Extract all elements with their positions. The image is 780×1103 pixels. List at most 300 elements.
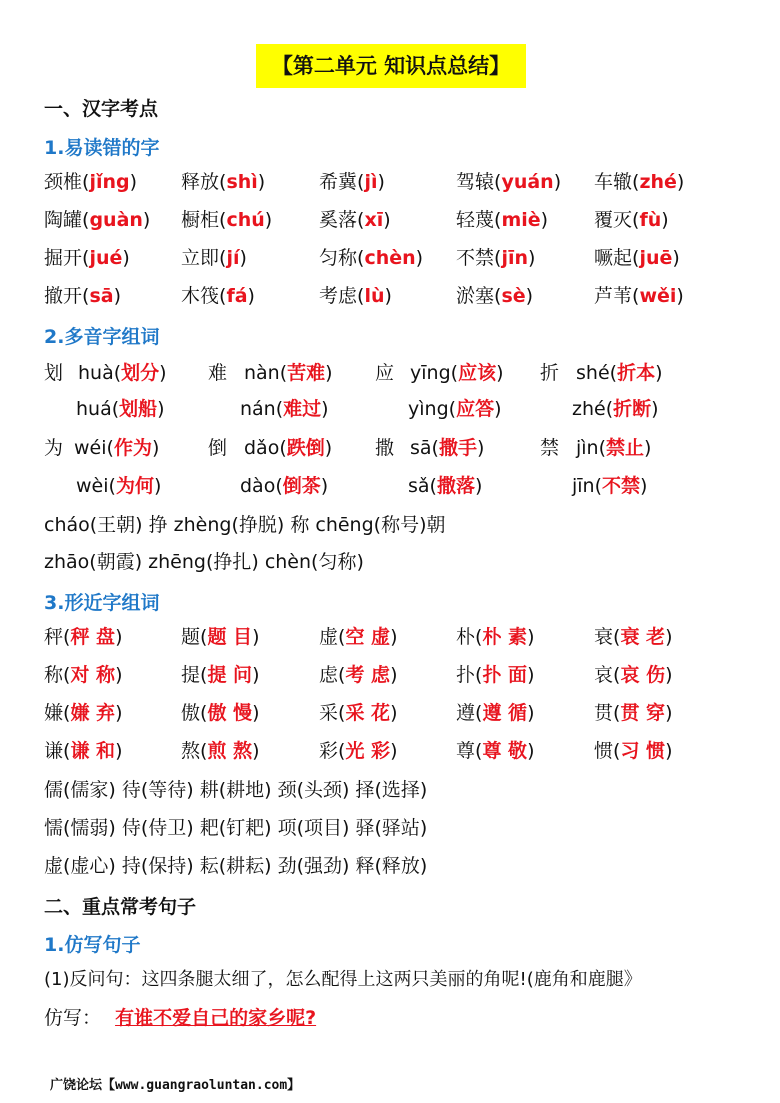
similar-item <box>44 739 122 763</box>
misread-item <box>44 170 137 194</box>
polyphone-char: 划 <box>44 362 64 384</box>
polyphone-reading <box>408 397 502 421</box>
similar-item <box>181 625 259 649</box>
misread-item <box>594 170 684 194</box>
paren-close: ) <box>665 740 673 762</box>
misread-word: 掘开 <box>44 247 83 269</box>
similar-item <box>594 625 672 649</box>
similar-item <box>594 701 672 725</box>
paren-open: ( <box>106 437 114 459</box>
paren-close: ) <box>321 398 329 420</box>
similar-item <box>594 663 672 687</box>
polyphone-pinyin: sǎ <box>408 475 430 497</box>
paren-open: ( <box>108 475 116 497</box>
paren-open: ( <box>219 171 227 193</box>
paren-close: ) <box>496 362 504 384</box>
polyphone-word: 禁止 <box>606 437 645 459</box>
paren-open: ( <box>598 437 607 459</box>
paren-close: ) <box>157 398 165 420</box>
similar-word: 遵 循 <box>482 702 528 724</box>
paren-open: ( <box>357 285 365 307</box>
similar-char: 哀 <box>594 664 614 686</box>
polyphone-reading <box>572 474 647 498</box>
paren-open: ( <box>475 626 483 648</box>
paren-close: ) <box>320 475 329 497</box>
misread-word: 芦苇 <box>594 285 633 307</box>
paren-open: ( <box>448 398 457 420</box>
misread-word: 陶罐 <box>44 209 83 231</box>
misread-item <box>319 246 423 270</box>
paren-open: ( <box>219 209 227 231</box>
paren-close: ) <box>474 475 483 497</box>
paren-open: ( <box>613 740 621 762</box>
paren-open: ( <box>613 626 621 648</box>
polyphone-pinyin: jīn <box>572 475 595 497</box>
polyphone-reading <box>244 361 333 385</box>
misread-pinyin: chèn <box>364 247 416 269</box>
paren-open: ( <box>63 664 71 686</box>
misread-word: 驾辕 <box>456 171 495 193</box>
misread-pinyin: yuán <box>501 171 554 193</box>
paren-open: ( <box>82 247 90 269</box>
polyphone-word: 跌倒 <box>286 437 325 459</box>
similar-word: 衰 老 <box>620 626 666 648</box>
misread-pinyin: jí <box>226 247 240 269</box>
sub1-heading: 1.易读错的字 <box>44 137 160 159</box>
similar-item <box>181 739 259 763</box>
misread-item <box>594 208 669 232</box>
paren-close: ) <box>159 362 167 384</box>
misread-item <box>44 246 130 270</box>
imitate-label: 仿写： <box>44 1007 102 1029</box>
misread-item <box>456 246 535 270</box>
paren-open: ( <box>63 740 71 762</box>
title-highlight <box>256 44 526 88</box>
paren-open: ( <box>63 626 71 648</box>
similar-word: 扑 面 <box>482 664 528 686</box>
footer-source: 广饶论坛【www.guangraoluntan.com】 <box>50 1078 301 1093</box>
similar-item <box>594 739 672 763</box>
paren-close: ) <box>540 209 549 231</box>
polyphone-reading <box>244 436 332 460</box>
paren-close: ) <box>257 171 266 193</box>
polyphone-reading <box>410 436 484 460</box>
misread-item <box>44 208 150 232</box>
polyphone-char: 折 <box>540 362 560 384</box>
sub2-heading: 2.多音字组词 <box>44 326 160 348</box>
paren-close: ) <box>151 437 160 459</box>
similar-word: 习 惯 <box>620 740 666 762</box>
paren-close: ) <box>115 702 123 724</box>
similar-char: 朴 <box>456 626 476 648</box>
polyphone-word: 苦难 <box>287 362 326 384</box>
similar-word: 尊 敬 <box>482 740 528 762</box>
misread-pinyin: wěi <box>639 285 677 307</box>
polyphone-reading <box>576 436 651 460</box>
misread-pinyin: shì <box>226 171 258 193</box>
misread-pinyin: xī <box>364 209 384 231</box>
paren-open: ( <box>200 664 208 686</box>
paren-open: ( <box>475 740 483 762</box>
similar-char: 贯 <box>594 702 614 724</box>
section1-heading: 一、汉字考点 <box>44 98 159 120</box>
paren-open: ( <box>357 171 365 193</box>
polyphone-word: 不禁 <box>602 475 641 497</box>
similar-item <box>44 625 122 649</box>
misread-item <box>181 246 247 270</box>
misread-word: 考虑 <box>319 285 358 307</box>
similar-char: 惯 <box>594 740 614 762</box>
polyphone-reading <box>78 361 167 385</box>
paren-close: ) <box>676 285 684 307</box>
similar-word: 傲 慢 <box>207 702 253 724</box>
polyphone-line-2: zhāo(朝霞) zhēng(挣扎) chèn(匀称) <box>44 551 364 573</box>
misread-item <box>181 284 255 308</box>
paren-open: ( <box>219 247 227 269</box>
similar-char: 尊 <box>456 740 476 762</box>
similar-line-3: 虚(虚心) 持(保持) 耘(耕耘) 劲(强劲) 释(释放) <box>44 855 428 877</box>
paren-open: ( <box>594 475 603 497</box>
misread-item <box>456 170 561 194</box>
paren-close: ) <box>553 171 562 193</box>
paren-close: ) <box>525 285 534 307</box>
paren-close: ) <box>640 475 648 497</box>
polyphone-char: 撒 <box>375 437 395 459</box>
polyphone-pinyin: zhé <box>572 398 606 420</box>
imitate-line <box>44 1006 316 1030</box>
paren-close: ) <box>115 740 123 762</box>
similar-char: 熬 <box>181 740 201 762</box>
similar-word: 空 虚 <box>345 626 391 648</box>
similar-item <box>319 625 397 649</box>
polyphone-word: 划分 <box>121 362 160 384</box>
paren-close: ) <box>252 740 260 762</box>
similar-item <box>456 625 534 649</box>
misread-pinyin: jué <box>89 247 123 269</box>
misread-pinyin: jǐng <box>89 171 130 193</box>
paren-close: ) <box>377 171 385 193</box>
paren-open: ( <box>82 285 90 307</box>
paren-close: ) <box>527 626 535 648</box>
polyphone-pinyin: nán <box>240 398 276 420</box>
paren-close: ) <box>247 285 255 307</box>
similar-item <box>181 663 259 687</box>
similar-word: 提 问 <box>207 664 253 686</box>
polyphone-pinyin: sā <box>410 437 432 459</box>
paren-open: ( <box>338 626 346 648</box>
similar-word: 哀 伤 <box>620 664 666 686</box>
misread-word: 释放 <box>181 171 220 193</box>
paren-close: ) <box>142 209 151 231</box>
paren-close: ) <box>153 475 162 497</box>
paren-close: ) <box>239 247 247 269</box>
paren-open: ( <box>338 702 346 724</box>
paren-open: ( <box>338 740 346 762</box>
paren-open: ( <box>632 171 640 193</box>
polyphone-word: 划船 <box>119 398 158 420</box>
paren-close: ) <box>115 626 123 648</box>
misread-pinyin: fù <box>639 209 662 231</box>
paren-open: ( <box>632 285 640 307</box>
paren-close: ) <box>665 702 673 724</box>
misread-word: 撤开 <box>44 285 83 307</box>
imitate-answer: 有谁不爱自己的家乡呢? <box>115 1007 317 1029</box>
misread-word: 颈椎 <box>44 171 83 193</box>
misread-item <box>181 170 265 194</box>
similar-word: 采 花 <box>345 702 391 724</box>
paren-close: ) <box>665 664 673 686</box>
paren-open: ( <box>111 398 120 420</box>
similar-word: 光 彩 <box>345 740 391 762</box>
paren-close: ) <box>390 626 398 648</box>
similar-word: 朴 素 <box>482 626 528 648</box>
polyphone-pinyin: huà <box>78 362 114 384</box>
paren-close: ) <box>252 626 260 648</box>
paren-open: ( <box>494 285 502 307</box>
paren-close: ) <box>655 362 663 384</box>
misread-pinyin: miè <box>501 209 541 231</box>
paren-close: ) <box>324 437 333 459</box>
polyphone-reading <box>576 361 663 385</box>
similar-word: 谦 和 <box>70 740 116 762</box>
polyphone-word: 作为 <box>113 437 152 459</box>
similar-word: 嫌 弃 <box>70 702 116 724</box>
polyphone-char: 应 <box>375 362 395 384</box>
polyphone-reading <box>410 361 504 385</box>
similar-word: 题 目 <box>207 626 253 648</box>
paren-open: ( <box>279 437 287 459</box>
misread-word: 轻蔑 <box>456 209 495 231</box>
misread-word: 匀称 <box>319 247 358 269</box>
paren-close: ) <box>672 247 680 269</box>
section2-sub1-heading: 1.仿写句子 <box>44 934 141 956</box>
misread-word: 噘起 <box>594 247 633 269</box>
misread-word: 木筏 <box>181 285 220 307</box>
misread-item <box>456 284 533 308</box>
similar-item <box>456 739 534 763</box>
misread-pinyin: sā <box>89 285 114 307</box>
polyphone-word: 折断 <box>613 398 652 420</box>
paren-close: ) <box>527 664 535 686</box>
polyphone-word: 为何 <box>115 475 154 497</box>
misread-pinyin: jīn <box>501 247 528 269</box>
polyphone-word: 撒手 <box>438 437 477 459</box>
similar-word: 贯 穿 <box>620 702 666 724</box>
paren-open: ( <box>63 702 71 724</box>
paren-open: ( <box>82 171 90 193</box>
similar-char: 衰 <box>594 626 614 648</box>
misread-pinyin: chú <box>226 209 265 231</box>
misread-pinyin: jì <box>364 171 378 193</box>
paren-open: ( <box>357 209 365 231</box>
similar-char: 秤 <box>44 626 64 648</box>
paren-open: ( <box>609 362 618 384</box>
similar-item <box>456 701 534 725</box>
polyphone-pinyin: wèi <box>76 475 109 497</box>
polyphone-pinyin: shé <box>576 362 610 384</box>
paren-open: ( <box>494 171 502 193</box>
polyphone-reading <box>240 397 329 421</box>
misread-pinyin: lù <box>364 285 385 307</box>
misread-pinyin: zhé <box>639 171 677 193</box>
paren-open: ( <box>275 475 283 497</box>
similar-line-1: 儒(儒家) 待(等待) 耕(耕地) 颈(头颈) 择(选择) <box>44 779 428 801</box>
paren-close: ) <box>129 171 138 193</box>
paren-close: ) <box>651 398 659 420</box>
misread-word: 车辙 <box>594 171 633 193</box>
polyphone-word: 折本 <box>617 362 656 384</box>
misread-word: 橱柜 <box>181 209 220 231</box>
misread-word: 不禁 <box>456 247 495 269</box>
similar-word: 考 虑 <box>345 664 391 686</box>
paren-open: ( <box>429 475 437 497</box>
polyphone-char: 禁 <box>540 437 560 459</box>
similar-char: 傲 <box>181 702 201 724</box>
misread-item <box>319 284 392 308</box>
similar-word: 秤 盘 <box>70 626 116 648</box>
paren-close: ) <box>264 209 273 231</box>
paren-close: ) <box>390 702 398 724</box>
paren-close: ) <box>390 664 398 686</box>
paren-open: ( <box>475 664 483 686</box>
paren-open: ( <box>613 702 621 724</box>
polyphone-reading <box>572 397 659 421</box>
polyphone-pinyin: dǎo <box>244 437 280 459</box>
misread-word: 淤塞 <box>456 285 495 307</box>
paren-open: ( <box>357 247 365 269</box>
similar-char: 虑 <box>319 664 339 686</box>
sub3-heading: 3.形近字组词 <box>44 592 160 614</box>
polyphone-char: 难 <box>208 362 228 384</box>
paren-close: ) <box>390 740 398 762</box>
similar-char: 称 <box>44 664 64 686</box>
polyphone-pinyin: yìng <box>408 398 449 420</box>
polyphone-word: 撒落 <box>436 475 475 497</box>
misread-item <box>319 208 391 232</box>
paren-open: ( <box>450 362 459 384</box>
paren-close: ) <box>665 626 673 648</box>
paren-close: ) <box>252 702 260 724</box>
similar-char: 谦 <box>44 740 64 762</box>
similar-item <box>44 701 122 725</box>
misread-pinyin: guàn <box>89 209 143 231</box>
similar-item <box>319 663 397 687</box>
polyphone-word: 倒茶 <box>282 475 321 497</box>
misread-item <box>319 170 385 194</box>
paren-open: ( <box>632 209 640 231</box>
paren-open: ( <box>219 285 227 307</box>
paren-open: ( <box>275 398 284 420</box>
similar-char: 扑 <box>456 664 476 686</box>
paren-open: ( <box>200 740 208 762</box>
section2-heading: 二、重点常考句子 <box>44 896 197 918</box>
similar-item <box>456 663 534 687</box>
paren-close: ) <box>661 209 669 231</box>
misread-word: 希冀 <box>319 171 358 193</box>
polyphone-word: 应答 <box>456 398 495 420</box>
polyphone-pinyin: jìn <box>576 437 599 459</box>
paren-close: ) <box>644 437 652 459</box>
paren-open: ( <box>338 664 346 686</box>
misread-item <box>44 284 121 308</box>
paren-open: ( <box>113 362 122 384</box>
paren-open: ( <box>431 437 439 459</box>
polyphone-char: 倒 <box>208 437 228 459</box>
similar-char: 彩 <box>319 740 339 762</box>
paren-open: ( <box>200 702 208 724</box>
paren-close: ) <box>122 247 130 269</box>
polyphone-reading <box>76 474 161 498</box>
similar-char: 题 <box>181 626 201 648</box>
paren-close: ) <box>415 247 424 269</box>
misread-item <box>594 246 680 270</box>
polyphone-pinyin: dào <box>240 475 276 497</box>
polyphone-pinyin: wéi <box>74 437 107 459</box>
polyphone-reading <box>74 436 159 460</box>
misread-pinyin: sè <box>501 285 526 307</box>
misread-word: 奚落 <box>319 209 358 231</box>
paren-open: ( <box>613 664 621 686</box>
paren-open: ( <box>632 247 640 269</box>
example-sentence: (1)反问句：这四条腿太细了，怎么配得上这两只美丽的角呢!(鹿角和鹿腿》 <box>44 969 642 990</box>
polyphone-pinyin: nàn <box>244 362 280 384</box>
paren-close: ) <box>676 171 685 193</box>
misread-item <box>594 284 684 308</box>
paren-close: ) <box>476 437 485 459</box>
paren-close: ) <box>115 664 123 686</box>
paren-open: ( <box>200 626 208 648</box>
paren-close: ) <box>383 209 391 231</box>
polyphone-word: 难过 <box>283 398 322 420</box>
paren-close: ) <box>527 702 535 724</box>
similar-item <box>319 701 397 725</box>
paren-open: ( <box>494 247 502 269</box>
paren-close: ) <box>384 285 392 307</box>
similar-char: 提 <box>181 664 201 686</box>
misread-word: 覆灭 <box>594 209 633 231</box>
misread-word: 立即 <box>181 247 220 269</box>
polyphone-pinyin: yīng <box>410 362 451 384</box>
paren-close: ) <box>528 247 536 269</box>
similar-char: 遵 <box>456 702 476 724</box>
paren-close: ) <box>113 285 121 307</box>
polyphone-reading <box>408 474 482 498</box>
paren-close: ) <box>527 740 535 762</box>
paren-close: ) <box>325 362 333 384</box>
paren-open: ( <box>605 398 614 420</box>
similar-word: 煎 熬 <box>207 740 253 762</box>
similar-item <box>44 663 122 687</box>
polyphone-line-1: cháo(王朝) 挣 zhèng(挣脱) 称 chēng(称号)朝 <box>44 514 446 536</box>
similar-word: 对 称 <box>70 664 116 686</box>
page-title: 【第二单元 知识点总结】 <box>271 54 511 78</box>
similar-line-2: 懦(懦弱) 侍(侍卫) 耙(钉耙) 项(项目) 驿(驿站) <box>44 817 428 839</box>
misread-pinyin: juē <box>639 247 673 269</box>
similar-item <box>181 701 259 725</box>
misread-item <box>456 208 548 232</box>
paren-open: ( <box>279 362 288 384</box>
polyphone-reading <box>240 474 328 498</box>
misread-pinyin: fá <box>226 285 248 307</box>
misread-item <box>181 208 272 232</box>
polyphone-word: 应该 <box>458 362 497 384</box>
polyphone-pinyin: huá <box>76 398 112 420</box>
polyphone-char: 为 <box>44 437 64 459</box>
polyphone-reading <box>76 397 165 421</box>
paren-open: ( <box>475 702 483 724</box>
similar-char: 虚 <box>319 626 339 648</box>
paren-open: ( <box>82 209 90 231</box>
